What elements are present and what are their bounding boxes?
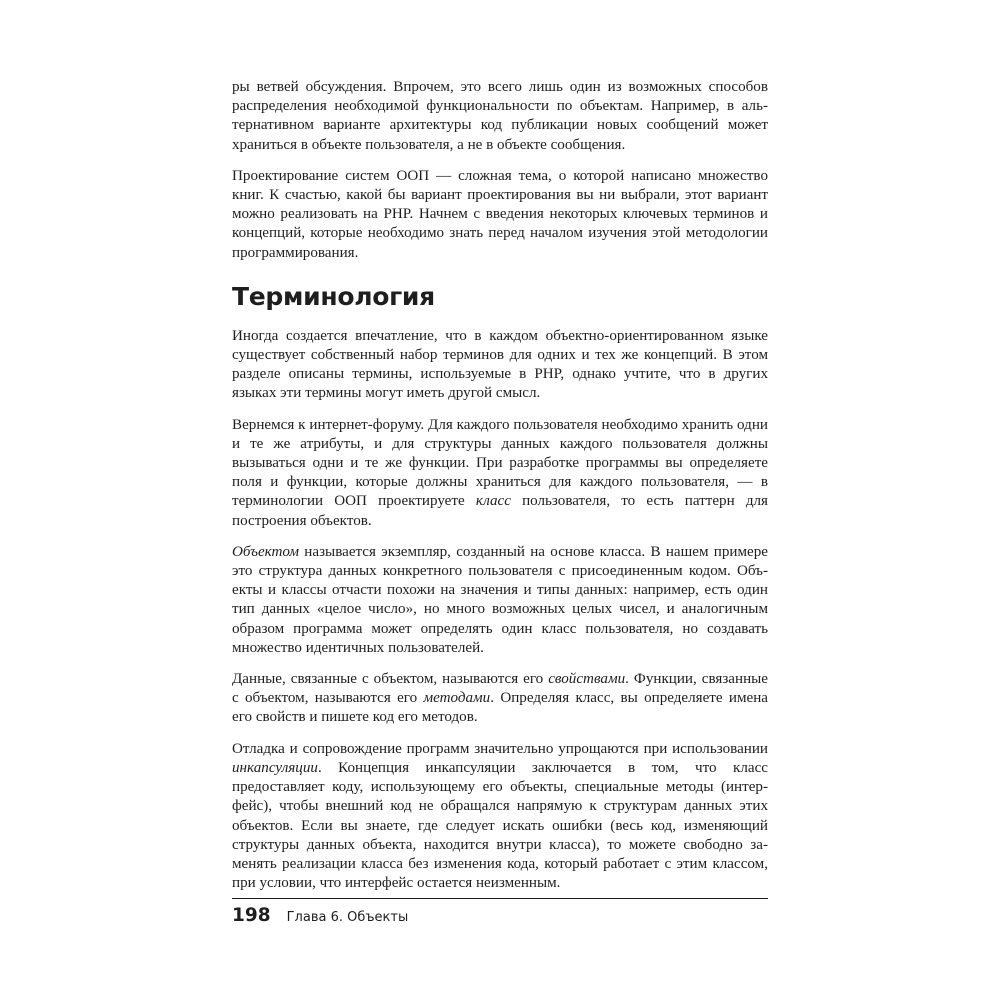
term-object: Объектом	[232, 543, 300, 560]
paragraph-3: Иногда создается впечатление, что в каждом объектно-ориентированном языке существует собственный набор терминов для одних и тех же концепций. В этом разделе описаны термины, используемые в PHP, однако учтите, что в других языках эти термины могут иметь другой смысл.	[232, 327, 768, 402]
paragraph-7-text-c: . Концепция инкапсуляции заключается в том, что класс предоставляет коду, использующему его объекты, специальные методы (интерфейс), чтобы внешний код не обращался напрямую к структурам данных этих объектов. Если вы знаете, где следует искать ошибки (весь код, изменяющий структуры данных объекта, находится внутри класса), то можете свободно заменять реализации класса без изменения кода, который работает с этим классом, при условии, что интерфейс остается неизменным.	[232, 759, 768, 892]
page-footer	[232, 898, 768, 926]
paragraph-4-text-a: Вернемся к интернет-форуму. Для каждого пользователя необходимо хранить одни и те же атрибуты, и для структуры данных каждого пользователя должны вызываться одни и те же функции. При разработке программы вы определяете поля и функции, которые должны храниться для каждого пользователя, — в терминологии ООП проектируете	[232, 416, 768, 510]
running-head: Глава 6. Объекты	[286, 910, 409, 925]
paragraph-6	[232, 670, 768, 728]
paragraph-5	[232, 543, 768, 658]
term-properties: свойствами	[548, 671, 626, 688]
paragraph-2: Проектирование систем ООП — сложная тема, о которой написано множество книг. К счастью, какой бы вариант проектирования вы ни выбрали, этот вариант можно реализовать на PHP. Начнем с введения некоторых ключевых терминов и концепций, которые необходимо знать перед началом изучения этой методологии программирования.	[232, 167, 768, 261]
paragraph-6-text-a: Данные, связанные с объектом, называются его	[232, 671, 549, 688]
term-encapsulation: инкапсуляции	[232, 759, 318, 776]
paragraph-1: ры ветвей обсуждения. Впрочем, это всего лишь один из возможных способов распределения необходимой функциональности по объектам. Например, в альтернативном варианте архитектуры код публикации новых сообщений может храниться в объекте пользователя, а не в объекте сообщения.	[232, 79, 768, 153]
paragraph-4-text-c: пользователя, то есть паттерн для построения объектов.	[232, 493, 768, 529]
footer-row	[232, 905, 768, 926]
paragraph-6-text-c: . Функции, связанные с объектом, называются его	[232, 671, 769, 707]
term-class: класс	[475, 493, 511, 510]
paragraph-7-text-a: Отладка и сопровождение программ значительно упрощаются при использовании	[232, 740, 768, 757]
page-number: 198	[232, 905, 271, 926]
paragraph-4	[232, 416, 768, 531]
paragraph-6-text-e: . Определяя класс, вы определяете имена его свойств и пишете код его методов.	[232, 690, 768, 726]
paragraph-7	[232, 740, 768, 894]
term-methods: методами	[423, 690, 491, 707]
paragraph-5-text-b: называется экземпляр, созданный на основе класса. В нашем примере это структура данных конкретного пользователя с присоединенным кодом. Объекты и классы отчасти похожи на значения и типы данных: например, есть один тип данных «целое число», но много возможных целых чисел, и аналогичным образом программа может определять один класс пользователя, но создавать множество идентичных пользователей.	[232, 543, 768, 656]
section-heading: Терминология	[232, 281, 435, 311]
footer-divider	[232, 898, 768, 899]
page-body	[232, 78, 768, 905]
